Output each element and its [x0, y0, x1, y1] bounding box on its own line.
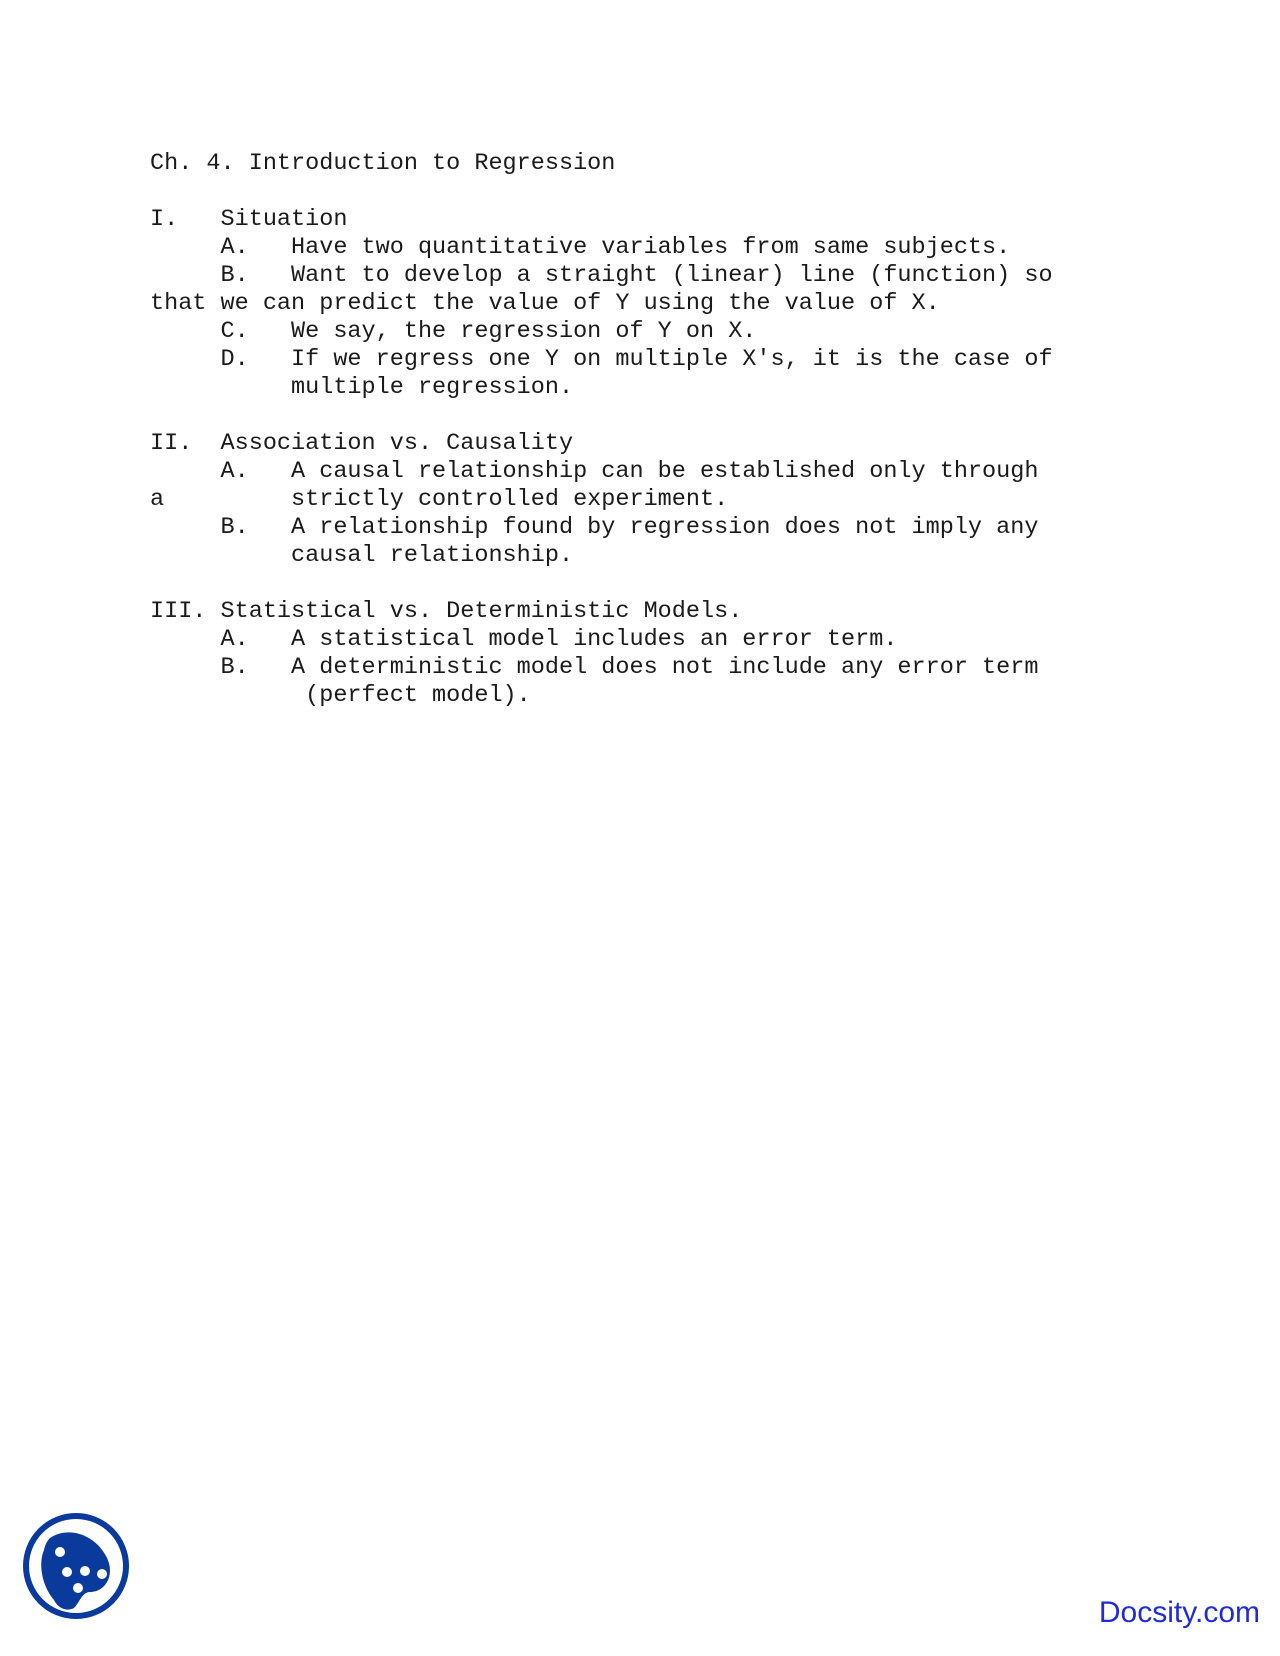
text-line: B. A deterministic model does not include any error term	[150, 654, 1039, 681]
text-line: B. A relationship found by regression does not imply any	[150, 514, 1039, 541]
text-line: causal relationship.	[150, 542, 574, 569]
text-line: multiple regression.	[150, 374, 574, 401]
text-line: B. Want to develop a straight (linear) line (function) so	[150, 262, 1053, 289]
document-title: Ch. 4. Introduction to Regression	[150, 150, 616, 177]
text-line: that we can predict the value of Y using the value of X.	[150, 290, 940, 317]
docsity-logo-icon[interactable]	[22, 1512, 130, 1620]
text-line: (perfect model).	[150, 682, 531, 709]
text-line: A. A statistical model includes an error term.	[150, 626, 898, 653]
text-line: C. We say, the regression of Y on X.	[150, 318, 757, 345]
text-line: A. A causal relationship can be established only through	[150, 458, 1039, 485]
section-heading-association: II. Association vs. Causality	[150, 430, 574, 457]
docsity-brand-link[interactable]: Docsity.com	[1098, 1596, 1260, 1629]
text-line: A. Have two quantitative variables from same subjects.	[150, 234, 1011, 261]
text-line: D. If we regress one Y on multiple X's, it is the case of	[150, 346, 1053, 373]
section-heading-situation: I. Situation	[150, 206, 348, 233]
section-heading-models: III. Statistical vs. Deterministic Models.	[150, 598, 743, 625]
text-line: a strictly controlled experiment.	[150, 486, 729, 513]
